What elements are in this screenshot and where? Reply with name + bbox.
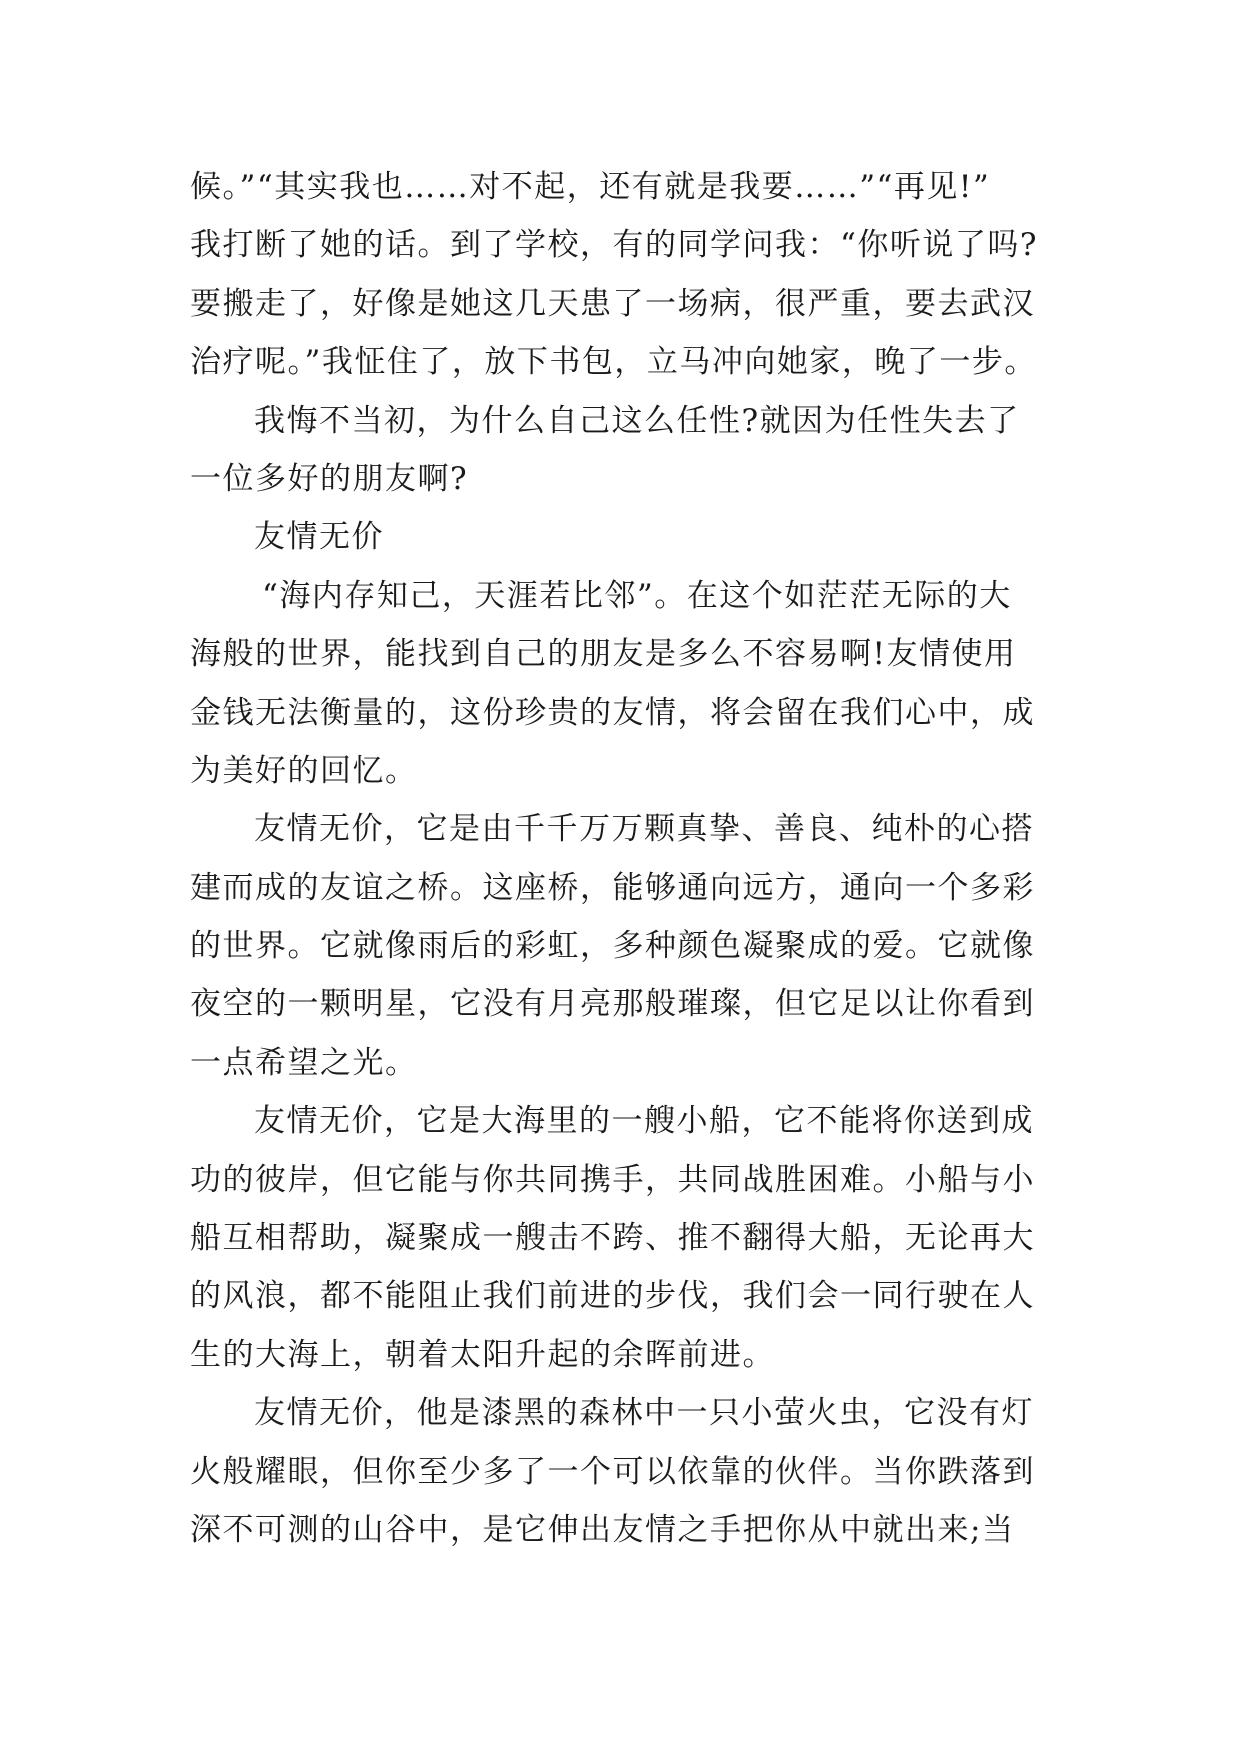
text-line: 建而成的友谊之桥。这座桥，能够通向远方，通向一个多彩 <box>190 869 1035 906</box>
paragraph-first-line: 我悔不当初，为什么自己这么任性?就因为任性失去了 <box>254 402 1020 439</box>
paragraph-first-line: 友情无价，它是大海里的一艘小船，它不能将你送到成 <box>254 1103 1034 1140</box>
text-line: 为美好的回忆。 <box>190 752 418 789</box>
text-line: 的世界。它就像雨后的彩虹，多种颜色凝聚成的爱。它就像 <box>190 928 1035 965</box>
section-title: 友情无价 <box>254 519 384 556</box>
text-line: 火般耀眼，但你至少多了一个可以依靠的伙伴。当你跌落到 <box>190 1453 1035 1490</box>
text-line: 夜空的一颗明星，它没有月亮那般璀璨，但它足以让你看到 <box>190 986 1035 1023</box>
text-line: 我打断了她的话。到了学校，有的同学问我：“你听说了吗? <box>190 227 1038 264</box>
text-line: 要搬走了，好像是她这几天患了一场病，很严重，要去武汉 <box>190 285 1035 322</box>
text-line: 功的彼岸，但它能与你共同携手，共同战胜困难。小船与小 <box>190 1161 1035 1198</box>
paragraph-first-line: 友情无价，它是由千千万万颗真挚、善良、纯朴的心搭 <box>254 811 1034 848</box>
text-line: 治疗呢。”我怔住了，放下书包，立马冲向她家，晚了一步。 <box>190 344 1037 381</box>
text-line: 金钱无法衡量的，这份珍贵的友情，将会留在我们心中，成 <box>190 694 1035 731</box>
text-body <box>190 158 1070 1559</box>
text-line: 候。”“其实我也……对不起，还有就是我要……”“再见!” <box>190 169 991 205</box>
paragraph-first-line: “海内存知己，天涯若比邻”。在这个如茫茫无际的大 <box>262 577 1012 614</box>
text-line: 船互相帮助，凝聚成一艘击不跨、推不翻得大船，无论再大 <box>190 1220 1035 1257</box>
paragraph-first-line: 友情无价，他是漆黑的森林中一只小萤火虫，它没有灯 <box>254 1395 1034 1432</box>
text-line: 一点希望之光。 <box>190 1044 418 1081</box>
text-line: 生的大海上，朝着太阳升起的余晖前进。 <box>190 1336 775 1373</box>
text-line: 海般的世界，能找到自己的朋友是多么不容易啊!友情使用 <box>190 636 1017 673</box>
text-line: 深不可测的山谷中，是它伸出友情之手把你从中就出来;当 <box>190 1511 1015 1548</box>
text-line: 的风浪，都不能阻止我们前进的步伐，我们会一同行驶在人 <box>190 1278 1035 1315</box>
text-line: 一位多好的朋友啊? <box>190 460 469 497</box>
